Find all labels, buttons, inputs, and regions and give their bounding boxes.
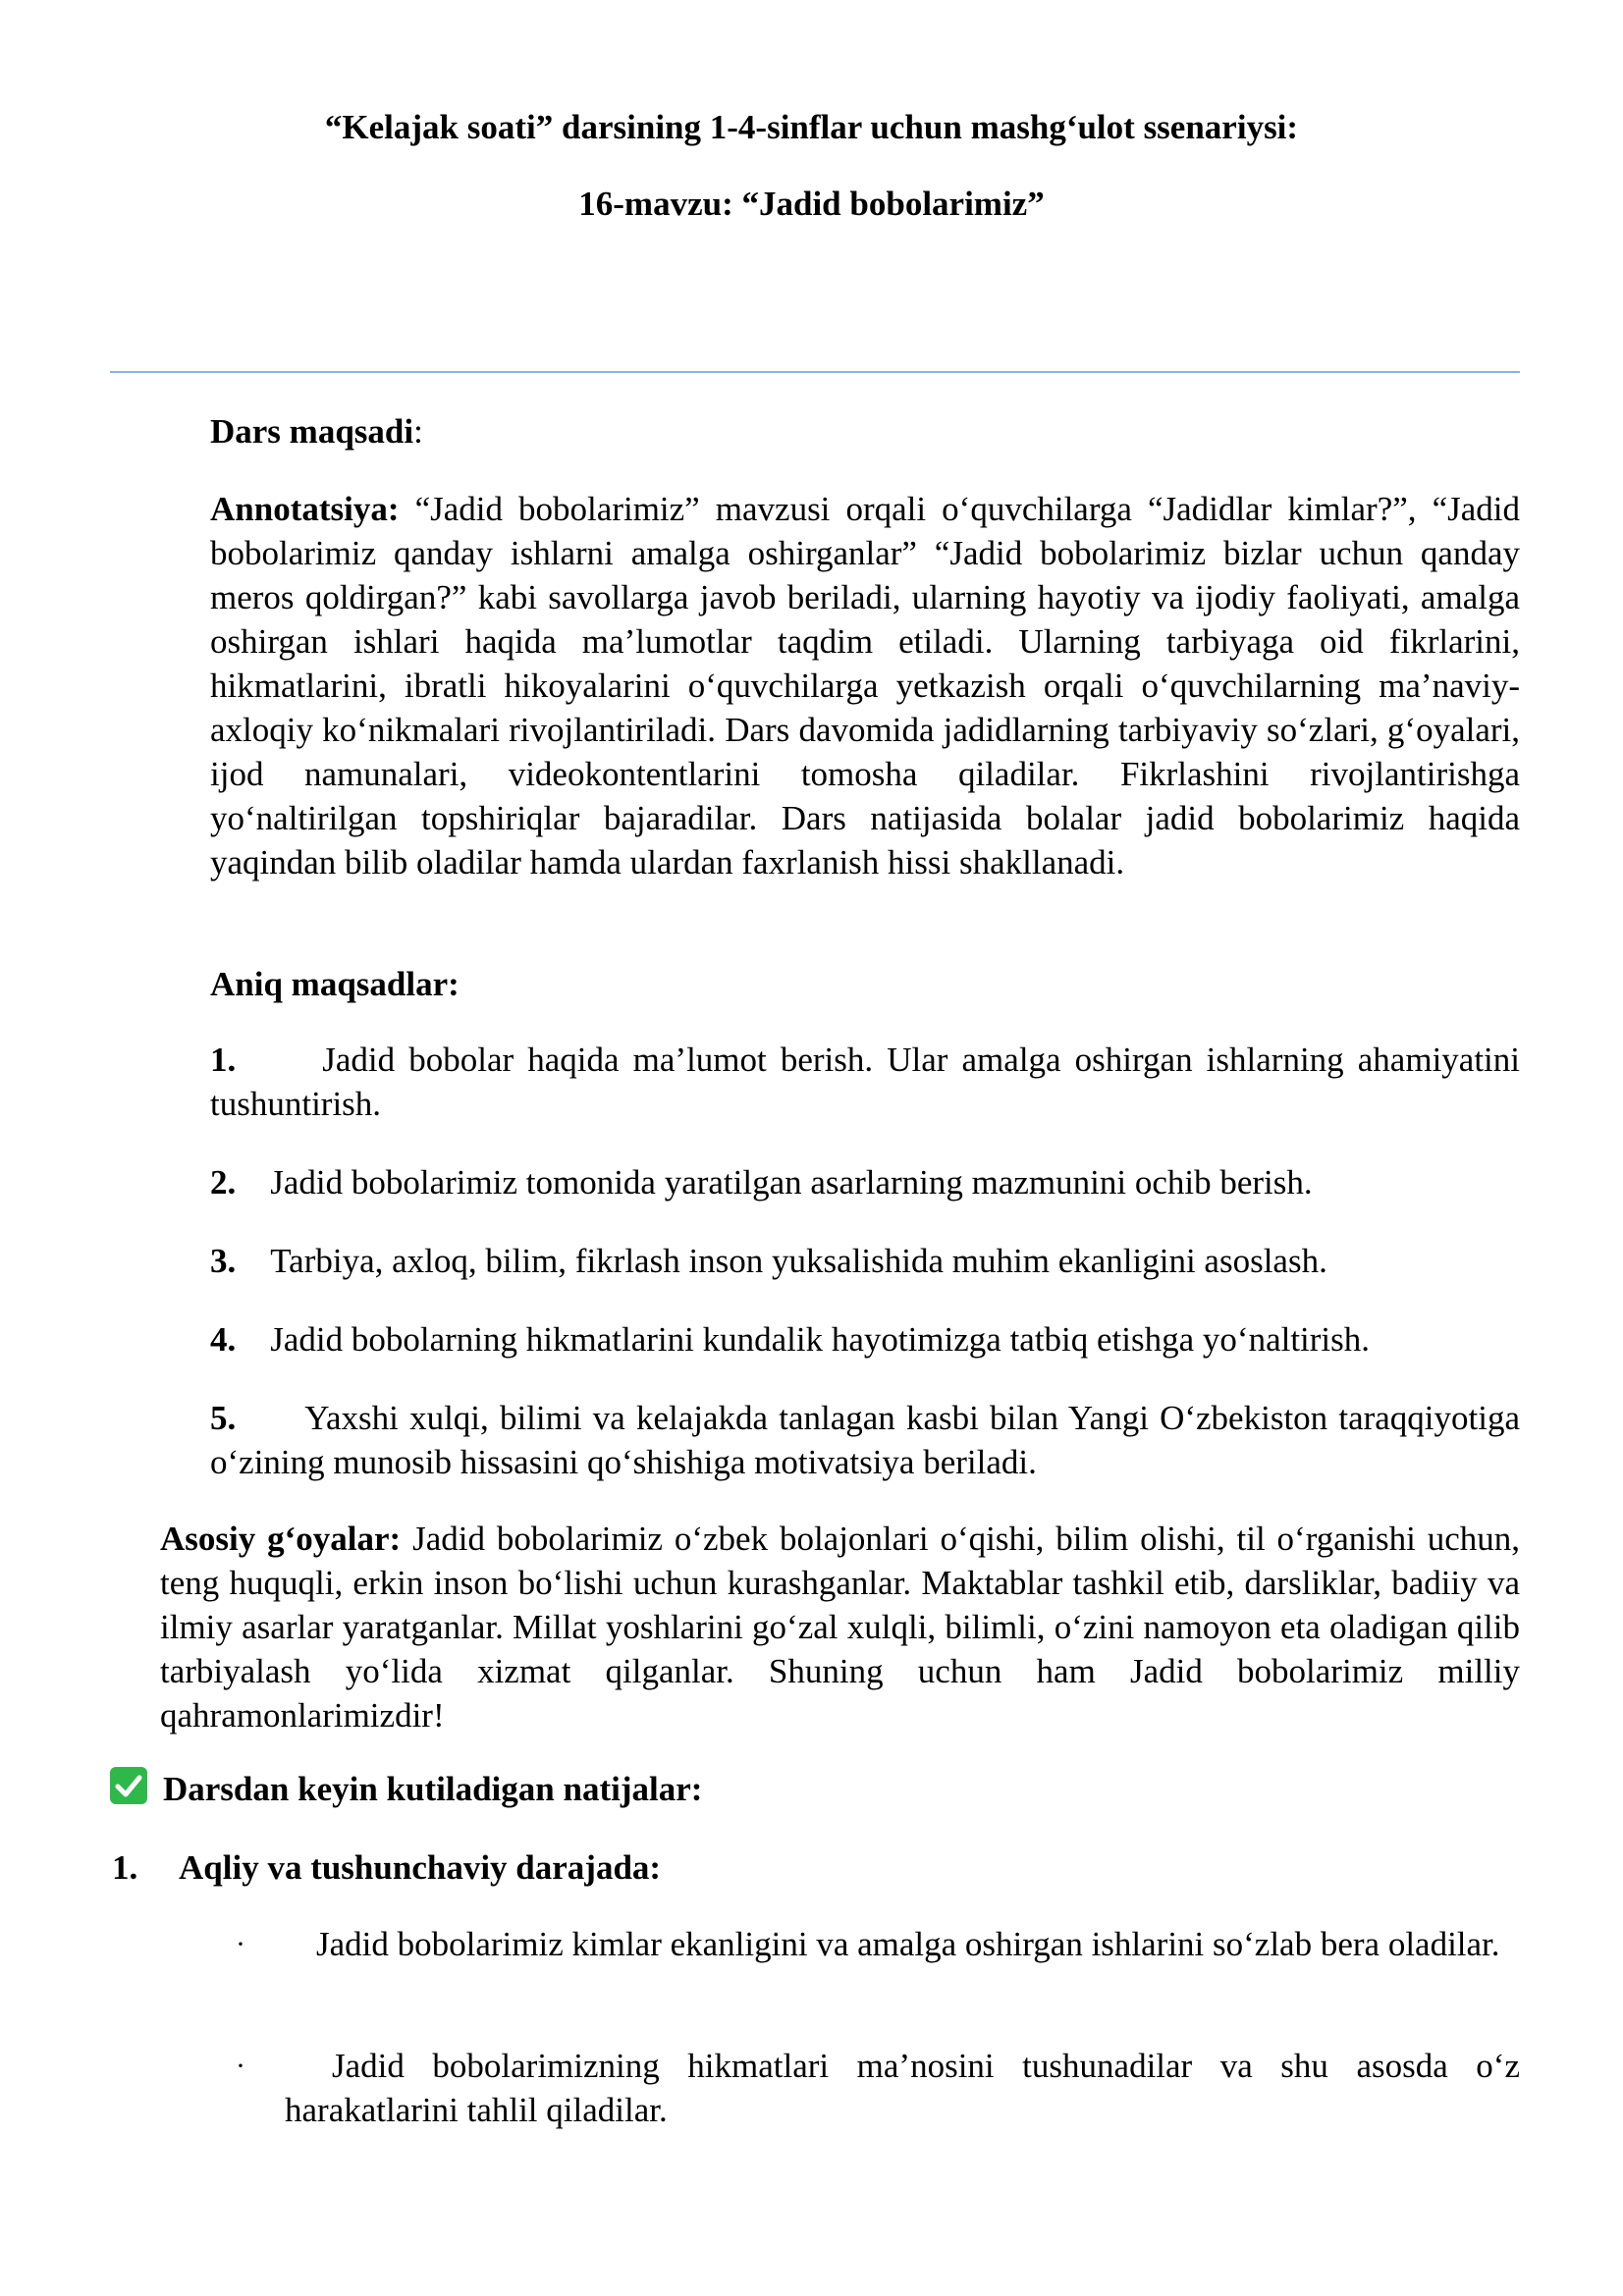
results-heading: Darsdan keyin kutiladigan natijalar:	[163, 1770, 703, 1808]
objective-number: 2.	[210, 1163, 237, 1201]
main-ideas-text: Jadid bobolarimiz o‘zbek bolajonlari o‘qishi, bilim olishi, til o‘rganishi uchun, teng huquqli, erkin inson bo‘lishi uchun kurashganlar. Maktablar tashkil etib, darsliklar, badiiy va ilmiy asarlar yaratganlar. Millat yoshlarini go‘zal xulqli, bilimli, o‘zini namoyon eta oladigan qilib tarbiyalash yo‘lida xizmat qilganlar. Shuning uchun ham Jadid bobolarimiz milliy qahramonlarimizdir!	[160, 1520, 1521, 1735]
objective-number: 4.	[210, 1320, 237, 1359]
results-section-1-heading: Aqliy va tushunchaviy darajada:	[179, 1848, 662, 1887]
main-ideas-label: Asosiy g‘oyalar:	[160, 1520, 402, 1558]
objective-item-4	[210, 1317, 1520, 1362]
objective-text: Yaxshi xulqi, bilimi va kelajakda tanlagan kasbi bilan Yangi O‘zbekiston taraqqiyotiga o‘zining munosib hissasini qo‘shishiga motivatsiya beriladi.	[210, 1399, 1520, 1481]
objective-text: Jadid bobolar haqida ma’lumot berish. Ular amalga oshirgan ishlarning ahamiyatini tushuntirish.	[210, 1041, 1520, 1123]
objective-item-1	[210, 1038, 1520, 1126]
objective-number: 1.	[210, 1041, 237, 1079]
lesson-goal-colon: :	[413, 412, 423, 451]
annotation-label: Annotatsiya:	[210, 490, 400, 528]
result-bullet-2: Jadid bobolarimizning hikmatlari ma’nosini tushunadilar va shu asosda o‘z harakatlarini tahlil qiladilar.	[285, 2047, 1520, 2129]
results-section-1-number: 1.	[112, 1848, 138, 1887]
result-bullet-1: Jadid bobolarimiz kimlar ekanligini va amalga oshirgan ishlarini so‘zlab bera oladilar.	[316, 1925, 1500, 1963]
lesson-goal-label: Dars maqsadi	[210, 412, 414, 451]
document-title: “Kelajak soati” darsining 1-4-sinflar uchun mashg‘ulot ssenariysi:	[324, 108, 1299, 146]
objectives-heading: Aniq maqsadlar:	[210, 965, 460, 1003]
objective-number: 5.	[210, 1399, 237, 1437]
check-mark-icon	[110, 1767, 147, 1804]
bullet-marker: ·	[236, 1928, 245, 1960]
lesson-goal-heading	[210, 409, 1520, 454]
objective-text: Jadid bobolarimiz tomonida yaratilgan asarlarning mazmunini ochib berish.	[270, 1163, 1313, 1201]
annotation-paragraph	[210, 487, 1520, 884]
objective-text: Tarbiya, axloq, bilim, fikrlash inson yuksalishida muhim ekanligini asoslash.	[270, 1242, 1327, 1280]
objective-item-5	[210, 1396, 1520, 1484]
annotation-text: “Jadid bobolarimiz” mavzusi orqali o‘quvchilarga “Jadidlar kimlar?”, “Jadid bobolarimiz qanday ishlarni amalga oshirganlar” “Jadid bobolarimiz bizlar uchun qanday meros qoldirgan?” kabi savollarga javob beriladi, ularning hayotiy va ijodiy faoliyati, amalga oshirgan ishlari haqida ma’lumotlar taqdim etiladi. Ularning tarbiyaga oid fikrlarini, hikmatlarini, ibratli hikoyalarini o‘quvchilarga yetkazish orqali o‘quvchilarning ma’naviy-axloqiy ko‘nikmalari rivojlantiriladi. Dars davomida jadidlarning tarbiyaviy so‘zlari, g‘oyalari, ijod namunalari, videokontentlarini tomosha qiladilar. Fikrlashini rivojlantirishga yo‘naltirilgan topshiriqlar bajaradilar. Dars natijasida bolalar jadid bobolarimiz haqida yaqindan bilib oladilar hamda ulardan faxrlanish hissi shakllanadi.	[210, 490, 1520, 881]
objective-item-3	[210, 1239, 1520, 1283]
topic-title: 16-mavzu: “Jadid bobolarimiz”	[578, 185, 1045, 223]
main-ideas-paragraph	[160, 1517, 1520, 1737]
objective-text: Jadid bobolarning hikmatlarini kundalik hayotimizga tatbiq etishga yo‘naltirish.	[270, 1320, 1371, 1359]
objective-number: 3.	[210, 1242, 237, 1280]
header-divider	[110, 371, 1520, 373]
bullet-marker: ·	[236, 2050, 245, 2082]
objective-item-2	[210, 1160, 1520, 1204]
